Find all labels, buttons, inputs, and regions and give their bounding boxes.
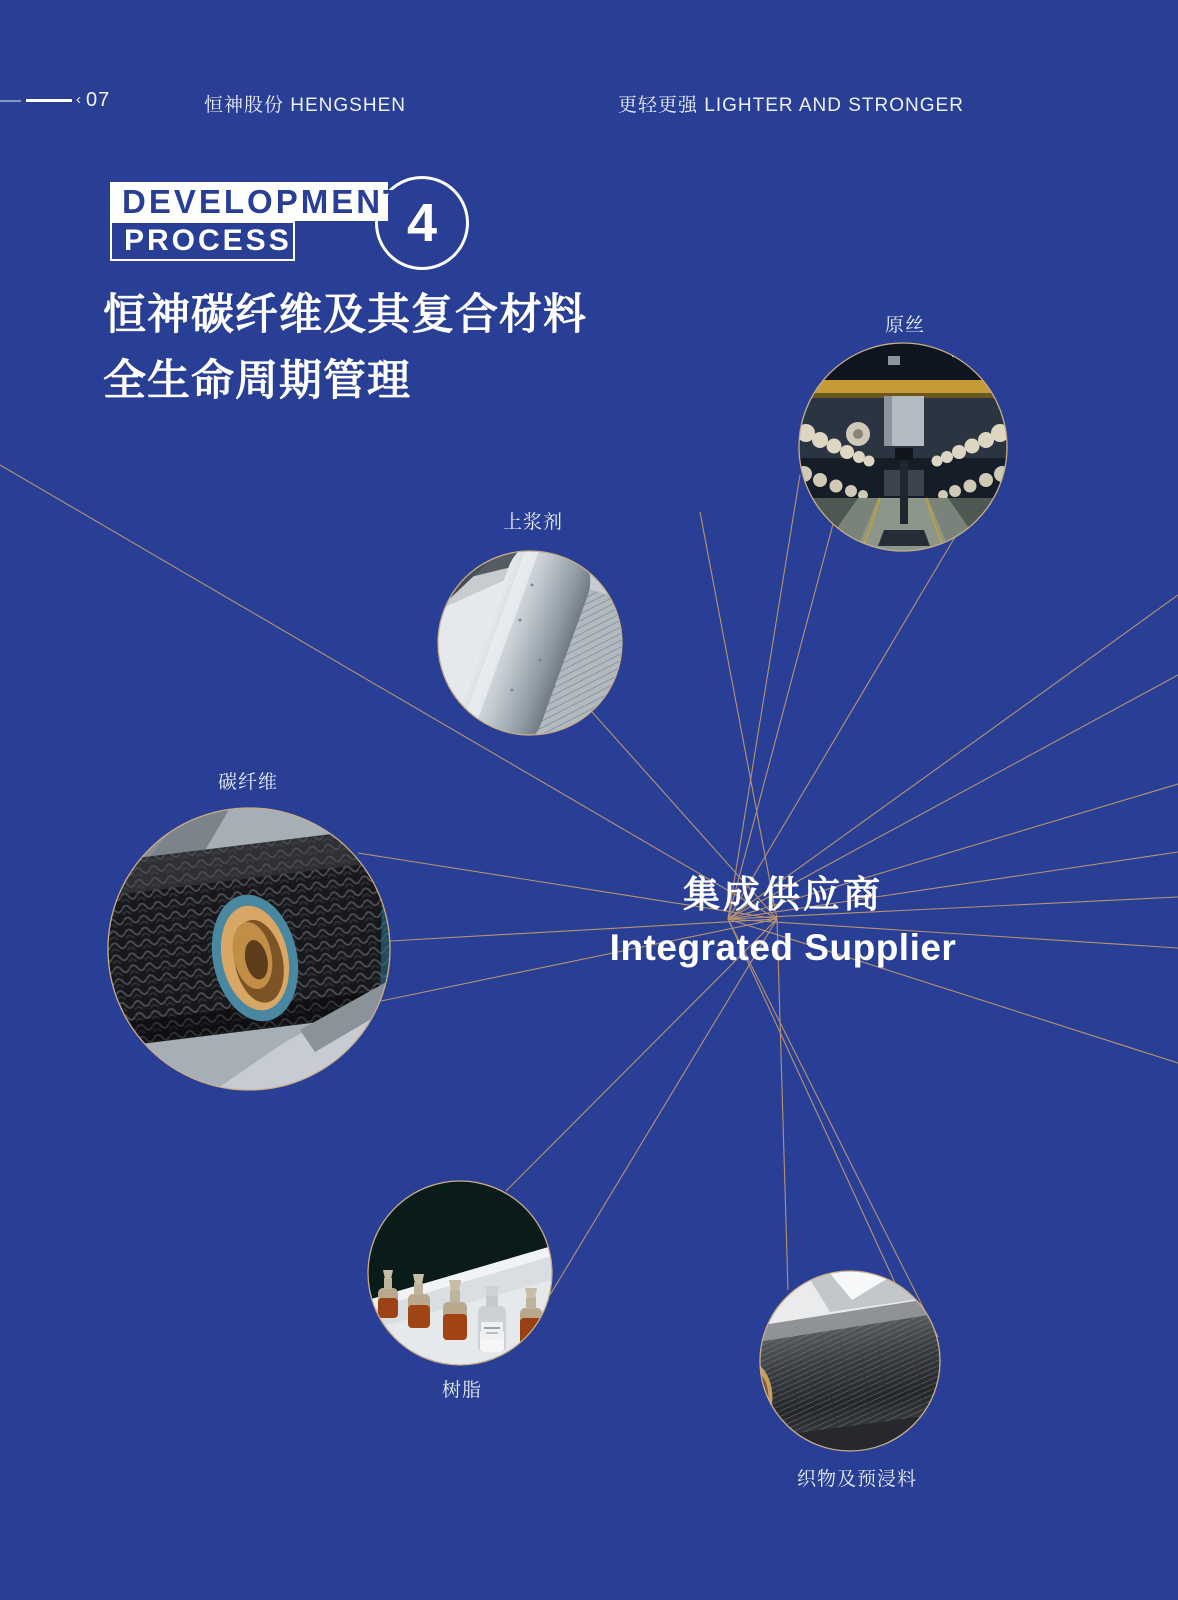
center-label-zh: 集成供应商	[683, 874, 883, 915]
header-caret: ‹	[76, 91, 81, 108]
brand-text: 恒神股份 HENGSHEN	[204, 95, 406, 116]
node-label-fabric-prepreg: 织物及预浸料	[797, 1469, 918, 1490]
node-label-resin: 树脂	[442, 1380, 483, 1401]
page-number: 07	[86, 89, 111, 111]
photo-carbon-fiber-circle	[74, 808, 414, 1090]
slogan-text: 更轻更强 LIGHTER AND STRONGER	[618, 95, 964, 116]
section-number: 4	[406, 193, 438, 253]
node-label-sizing-agent: 上浆剂	[503, 512, 564, 533]
photo-precursor-circle	[796, 343, 1010, 551]
header-rule-dim	[0, 100, 21, 102]
header-rule	[26, 99, 72, 102]
photo-fabric-prepreg-circle	[732, 1271, 965, 1458]
eyebrow-process: PROCESS	[110, 221, 295, 261]
node-label-precursor: 原丝	[885, 315, 926, 336]
center-label-en: Integrated Supplier	[609, 927, 957, 968]
center-label	[610, 864, 957, 969]
page-title-line1: 恒神碳纤维及其复合材料	[103, 291, 587, 339]
page-title-line2: 全生命周期管理	[103, 357, 411, 405]
photo-sizing-agent-circle	[438, 527, 622, 762]
eyebrow-development: DEVELOPMENT	[110, 182, 388, 221]
node-label-carbon-fiber: 碳纤维	[218, 772, 279, 793]
photo-resin-circle	[368, 1181, 552, 1365]
